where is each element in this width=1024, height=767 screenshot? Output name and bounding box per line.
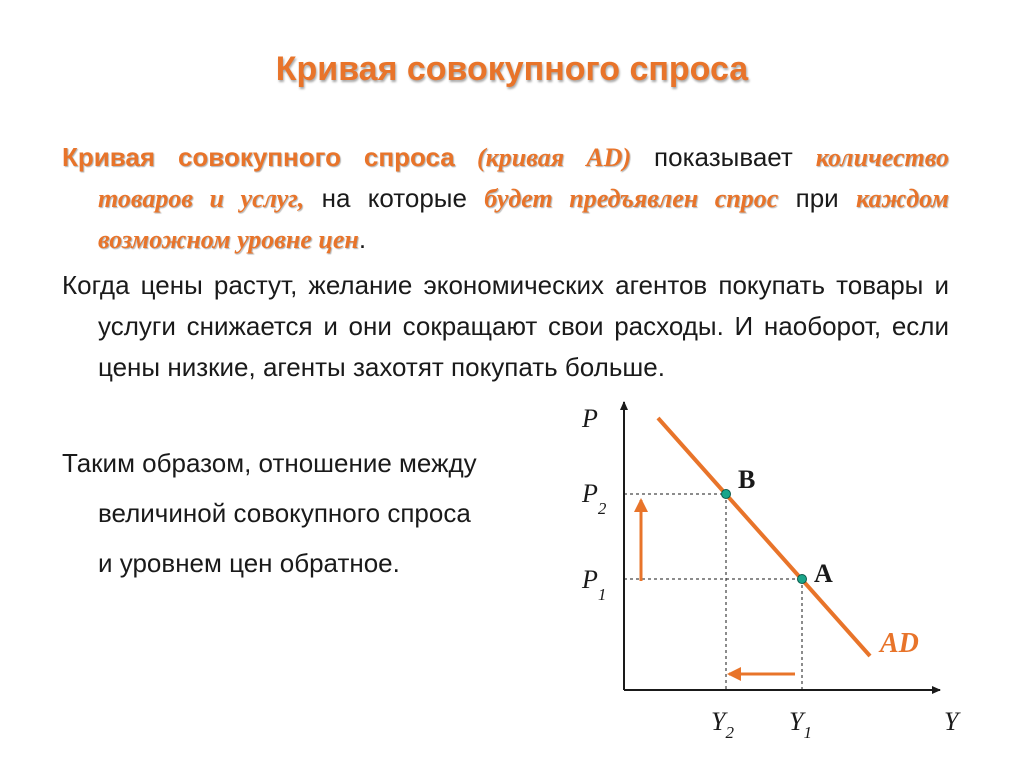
term-demand-presented: будет предъявлен спрос: [484, 184, 779, 213]
x-axis-label: Y: [944, 707, 959, 736]
slide-title: Кривая совокупного спроса: [275, 50, 749, 88]
explanation-paragraph: Когда цены растут, желание экономических агентов покупать товары и услуги снижается и они сокращают свои расходы. И наоборот, если цены низкие, агенты захотят покупать больше.: [62, 270, 949, 382]
conclusion-line-2: величиной совокупного спроса: [98, 498, 471, 528]
tick-y2-sub: 2: [725, 723, 734, 742]
tick-p2-sub: 2: [597, 499, 607, 518]
term-quantity-goods: количество товаров и услуг,: [98, 143, 949, 213]
term-ad-curve: (кривая AD): [454, 143, 632, 172]
text-shows: показывает: [631, 142, 816, 172]
tick-p1: [581, 565, 606, 604]
point-b-label: B: [738, 465, 756, 494]
tick-y1-sub: 1: [803, 723, 812, 742]
point-a-label: A: [814, 559, 833, 588]
term-every-price-level: каждом возможном уровне цен: [98, 184, 949, 254]
point-b: [722, 490, 731, 499]
tick-y2-main: Y: [711, 707, 726, 736]
tick-y1: [789, 707, 812, 742]
tick-y1-main: Y: [789, 707, 804, 736]
ad-curve: [658, 418, 870, 656]
text-at: при: [778, 183, 856, 213]
ad-curve-label: AD: [880, 628, 919, 659]
conclusion-line-3: и уровнем цен обратное.: [98, 548, 400, 578]
tick-p1-main: P: [582, 565, 598, 594]
term-aggregate-demand-curve: Кривая совокупного спроса: [62, 142, 455, 172]
text-period: .: [358, 224, 367, 254]
conclusion-line-1: Таким образом, отношение между: [62, 448, 477, 478]
tick-p2-main: P: [582, 479, 598, 508]
text-for-which: на которые: [304, 183, 485, 213]
tick-p1-sub: 1: [597, 585, 607, 604]
tick-p2: [581, 479, 607, 518]
point-a: [798, 575, 807, 584]
y-axis-label: P: [582, 404, 598, 433]
tick-y2: [711, 707, 734, 742]
